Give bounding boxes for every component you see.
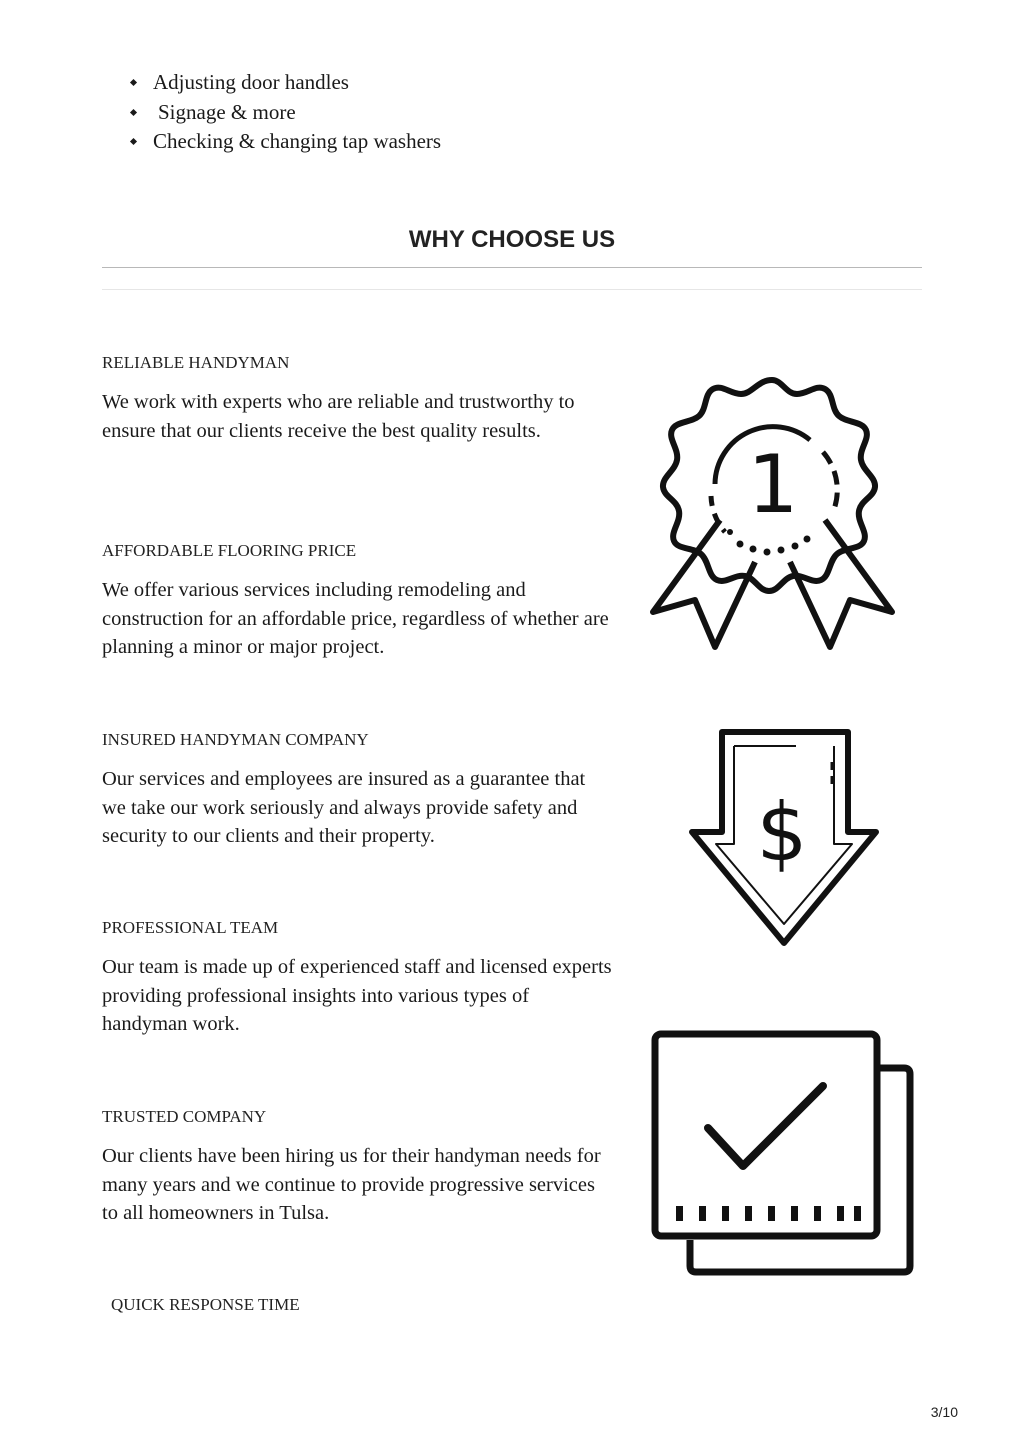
list-item bbox=[128, 127, 441, 157]
feature-heading: QUICK RESPONSE TIME bbox=[111, 1295, 300, 1314]
award-ribbon-icon bbox=[645, 372, 900, 657]
feature-reliable-handyman bbox=[102, 352, 612, 445]
feature-text: We work with experts who are reliable and trustworthy to ensure that our clients receive the best quality results. bbox=[102, 391, 575, 442]
list-item-label: Adjusting door handles bbox=[153, 70, 349, 94]
feature-heading: AFFORDABLE FLOORING PRICE bbox=[102, 541, 357, 560]
feature-text: Our clients have been hiring us for their handyman needs for many years and we continue to provide progressive services to all homeowners in Tulsa. bbox=[102, 1145, 601, 1224]
list-item bbox=[128, 68, 441, 98]
divider bbox=[102, 267, 922, 268]
feature-text: Our team is made up of experienced staff and licensed experts providing professional insights into various types of handyman work. bbox=[102, 956, 612, 1035]
feature-heading: RELIABLE HANDYMAN bbox=[102, 353, 290, 372]
feature-quick-response bbox=[111, 1294, 621, 1330]
checkmark-card-icon bbox=[648, 1028, 918, 1280]
award-digit: 1 bbox=[747, 438, 799, 531]
list-item bbox=[128, 98, 441, 128]
section-title: WHY CHOOSE US bbox=[408, 226, 616, 253]
feature-heading: INSURED HANDYMAN COMPANY bbox=[102, 730, 369, 749]
feature-heading: TRUSTED COMPANY bbox=[102, 1107, 267, 1126]
service-bullet-list bbox=[128, 68, 441, 157]
feature-insured-company bbox=[102, 729, 612, 851]
price-down-arrow-icon bbox=[684, 728, 882, 948]
feature-trusted-company bbox=[102, 1106, 612, 1228]
feature-professional-team bbox=[102, 917, 612, 1039]
list-item-label: Signage & more bbox=[158, 99, 296, 124]
feature-heading: PROFESSIONAL TEAM bbox=[102, 918, 279, 937]
page-number: 3/10 bbox=[930, 1404, 958, 1420]
list-item-label: Checking & changing tap washers bbox=[153, 129, 442, 153]
feature-text: We offer various services including remodeling and construction for an affordable price, regardless of whether are planning a minor or major project. bbox=[102, 579, 609, 658]
feature-affordable-price bbox=[102, 540, 612, 662]
feature-text: Our services and employees are insured as a guarantee that we take our work seriously and always provide safety and security to our clients and their property. bbox=[102, 768, 586, 847]
divider bbox=[102, 289, 922, 290]
price-symbol: $ bbox=[756, 786, 808, 879]
